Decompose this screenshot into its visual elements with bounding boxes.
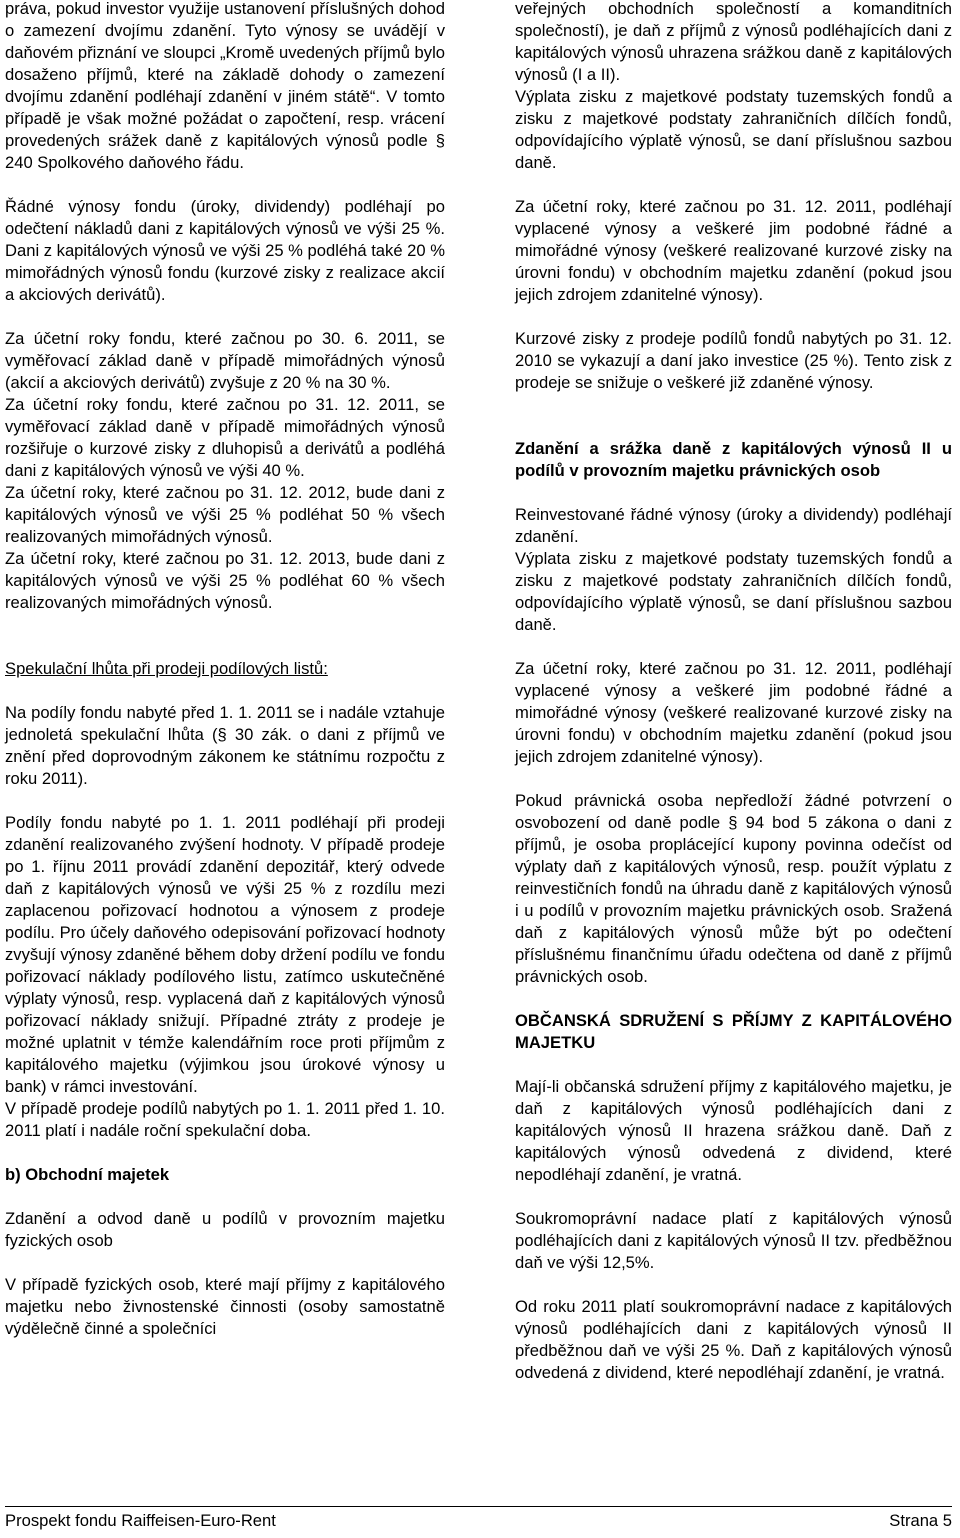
paragraph: práva, pokud investor využije ustanovení příslušných dohod o zamezení dvojímu zdanění. Tyto výnosy se uvádějí v daňovém přiznání ve sloupci „Kromě uvedených příjmů bylo dosaženo příjmů, které na základě dohody o zamezení dvojímu zdanění podléhají zdanění v jiném státě“. V tomto případě je však možné požádat o započtení, resp. vrácení provedených srážek daně z kapitálových výnosů podle § 240 Spolkového daňového řádu. xyxy=(5,0,445,172)
paragraph: Za účetní roky, které začnou po 31. 12. 2013, bude dani z kapitálových výnosů ve výši 25 % podléhat 60 % všech realizovaných mimořádných výnosů. xyxy=(5,549,445,612)
paragraph: Pokud právnická osoba nepředloží žádné potvrzení o osvobození od daně podle § 94 bod 5 zákona o dani z příjmů, je osoba proplácející kupony povinna odečíst od výplaty daň z kapitálových výnosů, resp. použít výplatu z reinvestičních fondů na úhradu daně z kapitálových výnosů i u podílů v provozním majetku právnických osob. Sražená daň z kapitálových výnosů může být po odečtení příslušnému finančnímu úřadu odečtena od daně z příjmů právnických osob. xyxy=(515,791,952,986)
paragraph: veřejných obchodních společností a komanditních společností), je daň z příjmů z výnosů podléhajících dani z kapitálových výnosů uhrazena srážkou daně z kapitálových výnosů (I a II). xyxy=(515,0,952,84)
footer-title: Prospekt fondu Raiffeisen-Euro-Rent xyxy=(5,1511,276,1530)
section-heading: Zdanění a srážka daně z kapitálových výnosů II u podílů v provozním majetku právnických osob xyxy=(515,439,952,480)
right-column xyxy=(515,0,952,1384)
spacer xyxy=(5,680,445,702)
paragraph: Výplata zisku z majetkové podstaty tuzemských fondů a zisku z majetkové podstaty zahraničních dílčích fondů, odpovídajícího výplatě výnosů, se daní příslušnou sazbou daně. xyxy=(515,549,952,634)
spacer xyxy=(5,306,445,328)
spacer xyxy=(5,614,445,658)
paragraph: Za účetní roky, které začnou po 31. 12. 2011, podléhají vyplacené výnosy a veškeré jim podobné řádné a mimořádné výnosy (veškeré realizované kurzové zisky na úrovni fondu) v obchodním majetku zdanění (pokud jsou jejich zdrojem zdanitelné výnosy). xyxy=(515,659,952,766)
paragraph: Za účetní roky fondu, které začnou po 30. 6. 2011, se vyměřovací základ daně v případě mimořádných výnosů (akcií a akciových derivátů) zvyšuje z 20 % na 30 %. xyxy=(5,329,445,392)
spacer xyxy=(5,174,445,196)
spacer xyxy=(515,768,952,790)
paragraph: Zdanění a odvod daně u podílů v provozním majetku fyzických osob xyxy=(5,1209,445,1250)
page-footer xyxy=(5,1506,952,1530)
section-heading: OBČANSKÁ SDRUŽENÍ S PŘÍJMY Z KAPITÁLOVÉHO MAJETKU xyxy=(515,1011,952,1052)
paragraph: Na podíly fondu nabyté před 1. 1. 2011 se i nadále vztahuje jednoletá spekulační lhůta (§ 30 zák. o dani z příjmů ve znění před doprovodným zákonem ke státnímu rozpočtu z roku 2011). xyxy=(5,703,445,788)
spacer xyxy=(515,174,952,196)
paragraph: V případě fyzických osob, které mají příjmy z kapitálového majetku nebo živnostenské činnosti (osoby samostatně výdělečně činné a společníci xyxy=(5,1275,445,1338)
section-heading: b) Obchodní majetek xyxy=(5,1165,170,1184)
paragraph: Za účetní roky fondu, které začnou po 31. 12. 2011, se vyměřovací základ daně v případě mimořádných výnosů rozšiřuje o kurzové zisky z dluhopisů a derivátů a podléhá dani z kapitálových výnosů ve výši 40 %. xyxy=(5,395,445,480)
paragraph: Od roku 2011 platí soukromoprávní nadace z kapitálových výnosů podléhajících dani z kapitálových výnosů II předběžnou daň ve výši 25 %. Daň z kapitálových výnosů odvedená z dividend, které nepodléhají zdanění, je vratná. xyxy=(515,1297,952,1382)
spacer xyxy=(5,1186,445,1208)
spacer xyxy=(515,394,952,438)
spacer xyxy=(5,790,445,812)
paragraph: Za účetní roky, které začnou po 31. 12. 2012, bude dani z kapitálových výnosů ve výši 25 % podléhat 50 % všech realizovaných mimořádných výnosů. xyxy=(5,483,445,546)
paragraph: Soukromoprávní nadace platí z kapitálových výnosů podléhajících dani z kapitálových výnosů II tzv. předběžnou daň ve výši 12,5%. xyxy=(515,1209,952,1272)
spacer xyxy=(515,482,952,504)
paragraph: Podíly fondu nabyté po 1. 1. 2011 podléhají při prodeji zdanění realizovaného zvýšení hodnoty. V případě prodeje po 1. říjnu 2011 provádí zdanění depozitář, který odvede daň z kapitálových výnosů ve výši 25 % z rozdílu mezi zaplacenou pořizovací hodnotou a výnosem z prodeje podílu. Pro účely daňového odepisování pořizovací hodnoty zvyšují výnosy zdaněné během doby držení podílu ve fondu pořizovací náklady podílového listu, zatímco uskutečněné výplaty výnosů, resp. vyplacená daň z kapitálových výnosů pořizovací náklady snižují. Případné ztráty z prodeje je možné uplatnit v témže kalendářním roce proti příjmům z kapitálového majetku (výjimkou jsou úrokové výnosy u bank) v rámci investování. xyxy=(5,813,446,1096)
left-column xyxy=(5,0,445,1340)
paragraph: Výplata zisku z majetkové podstaty tuzemských fondů a zisku z majetkové podstaty zahraničních dílčích fondů, odpovídajícího výplatě výnosů, se daní příslušnou sazbou daně. xyxy=(515,87,952,172)
paragraph: Kurzové zisky z prodeje podílů fondů nabytých po 31. 12. 2010 se vykazují a daní jako investice (25 %). Tento zisk z prodeje se snižuje o veškeré již zdaněné výnosy. xyxy=(515,329,952,392)
spacer xyxy=(5,1142,445,1164)
page-number: Strana 5 xyxy=(889,1511,952,1530)
spacer xyxy=(515,1054,952,1076)
paragraph: Řádné výnosy fondu (úroky, dividendy) podléhají po odečtení nákladů dani z kapitálových výnosů ve výši 25 %. Dani z kapitálových výnosů ve výši 25 % podléhá také 20 % mimořádných výnosů fondu (kurzové zisky z realizace akcií a akciových derivátů). xyxy=(5,197,445,304)
spacer xyxy=(515,1274,952,1296)
paragraph: Za účetní roky, které začnou po 31. 12. 2011, podléhají vyplacené výnosy a veškeré jim podobné řádné a mimořádné výnosy (veškeré realizované kurzové zisky na úrovni fondu) v obchodním majetku zdanění (pokud jsou jejich zdrojem zdanitelné výnosy). xyxy=(515,197,952,304)
paragraph: Reinvestované řádné výnosy (úroky a dividendy) podléhají zdanění. xyxy=(515,505,952,546)
subsection-heading: Spekulační lhůta při prodeji podílových listů: xyxy=(5,659,328,678)
spacer xyxy=(515,306,952,328)
spacer xyxy=(515,1186,952,1208)
paragraph: V případě prodeje podílů nabytých po 1. 1. 2011 před 1. 10. 2011 platí i nadále roční spekulační doba. xyxy=(5,1099,445,1140)
spacer xyxy=(515,636,952,658)
paragraph: Mají-li občanská sdružení příjmy z kapitálového majetku, je daň z kapitálových výnosů podléhajících dani z kapitálových výnosů II hrazena srážkou daně. Daň z kapitálových výnosů odvedená z dividend, které nepodléhají zdanění, je vratná. xyxy=(515,1077,952,1184)
spacer xyxy=(5,1252,445,1274)
spacer xyxy=(515,988,952,1010)
